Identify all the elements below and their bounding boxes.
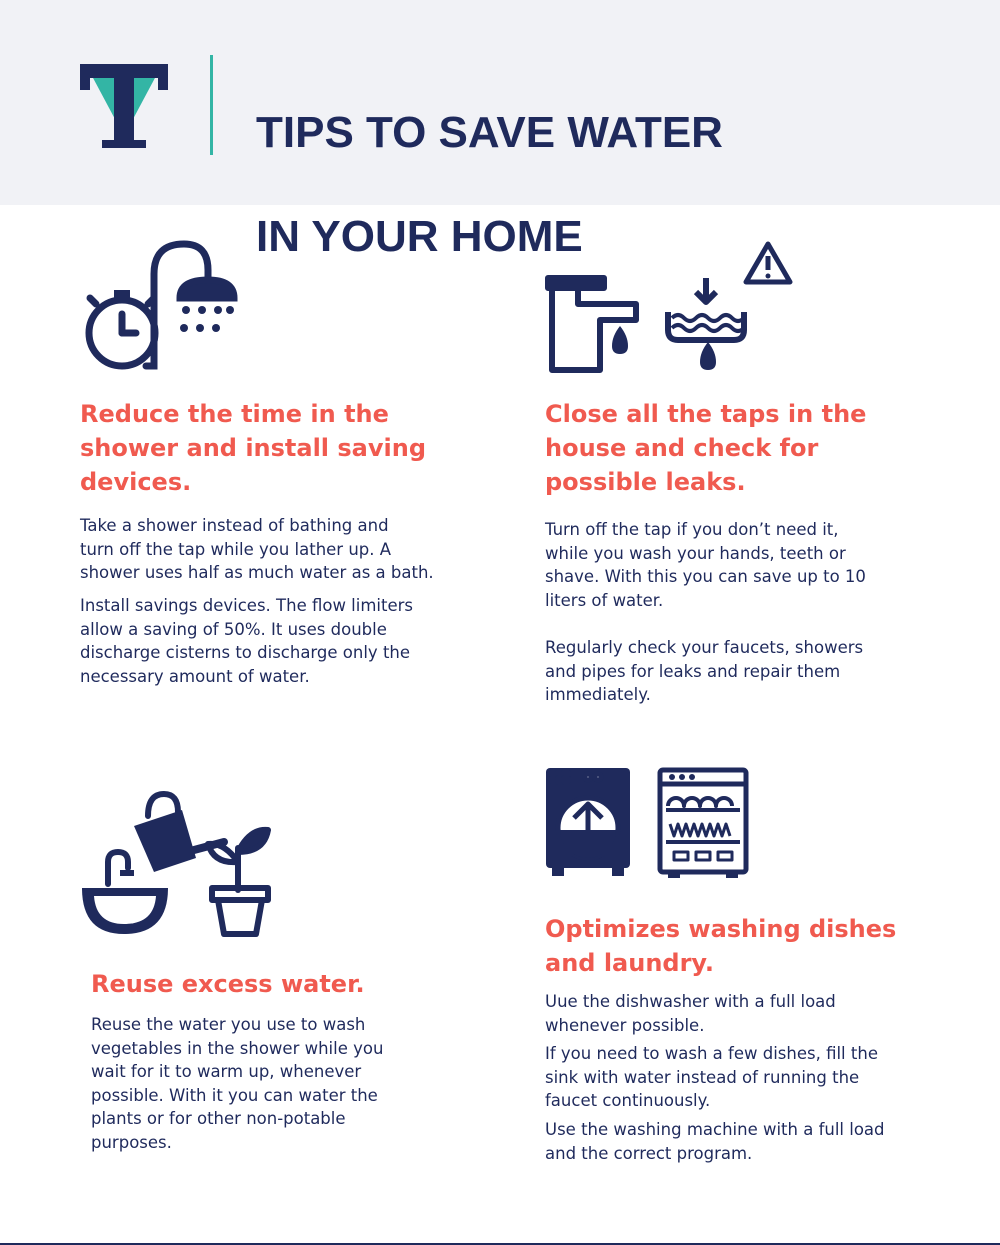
tip-3-heading-line: Reuse excess water.	[91, 970, 365, 998]
text-line: necessary amount of water.	[80, 666, 310, 686]
text-line: vegetables in the shower while you	[91, 1038, 384, 1058]
tip-2-paragraph-2	[545, 636, 863, 707]
text-line: possible. With it you can water the	[91, 1085, 378, 1105]
text-line: sink with water instead of running the	[545, 1067, 860, 1087]
tip-4-heading-line: and laundry.	[545, 949, 714, 977]
text-line: Turn off the tap if you don’t need it,	[545, 520, 839, 539]
text-line: Uue the dishwasher with a full load	[545, 992, 836, 1011]
tip-4-heading-line: Optimizes washing dishes	[545, 915, 897, 943]
tip-1-heading-line: shower and install saving	[80, 434, 427, 462]
shower-stopwatch-icon	[84, 238, 244, 378]
tip-3-paragraph-1	[91, 1013, 383, 1154]
text-line: Reuse the water you use to wash	[91, 1015, 366, 1034]
tip-1-paragraph-2	[80, 594, 413, 688]
tip-2-heading-line: possible leaks.	[545, 468, 746, 496]
text-line: faucet continuously.	[545, 1091, 711, 1110]
tip-1-heading	[80, 397, 426, 499]
header-divider	[210, 55, 213, 155]
watering-can-plant-icon	[78, 788, 278, 940]
tip-1-heading-line: Reduce the time in the	[80, 400, 389, 428]
text-line: liters of water.	[545, 590, 664, 610]
text-line: If you need to wash a few dishes, fill the	[545, 1044, 878, 1063]
tip-4-paragraph-2	[545, 1042, 878, 1113]
text-line: and pipes for leaks and repair them	[545, 661, 841, 681]
text-line: turn off the tap while you lather up. A	[80, 539, 392, 559]
tip-2-heading-line: Close all the taps in the	[545, 400, 867, 428]
t-logo-icon	[78, 58, 170, 150]
tip-2-heading-line: house and check for	[545, 434, 819, 462]
tap-leak-warning-icon	[544, 238, 796, 378]
tip-1-paragraph-1	[80, 514, 434, 585]
text-line: Regularly check your faucets, showers	[545, 638, 864, 657]
text-line: shave. With this you can save up to 10	[545, 567, 866, 586]
title-line-2: IN YOUR HOME	[256, 212, 583, 261]
text-line: discharge cisterns to discharge only the	[80, 643, 411, 662]
text-line: Use the washing machine with a full load	[545, 1120, 885, 1139]
text-line: immediately.	[545, 685, 651, 704]
text-line: while you wash your hands, teeth or	[545, 543, 846, 563]
washing-machine-dishwasher-icon	[544, 766, 750, 880]
tip-4-paragraph-1	[545, 990, 836, 1037]
tip-4-heading	[545, 912, 896, 980]
tip-1-heading-line: devices.	[80, 468, 192, 496]
title-line-1: TIPS TO SAVE WATER	[256, 108, 723, 157]
text-line: wait for it to warm up, whenever	[91, 1062, 362, 1081]
text-line: Install savings devices. The flow limiters	[80, 596, 414, 615]
text-line: whenever possible.	[545, 1015, 705, 1035]
tip-2-heading	[545, 397, 866, 499]
text-line: shower uses half as much water as a bath.	[80, 563, 434, 582]
text-line: allow a saving of 50%. It uses double	[80, 619, 387, 639]
tip-4-paragraph-3	[545, 1118, 885, 1165]
text-line: and the correct program.	[545, 1143, 753, 1163]
text-line: plants or for other non-potable	[91, 1109, 346, 1128]
text-line: purposes.	[91, 1132, 172, 1152]
tip-2-paragraph-1	[545, 518, 866, 612]
text-line: Take a shower instead of bathing and	[80, 516, 389, 535]
tip-3-heading	[91, 967, 365, 1001]
